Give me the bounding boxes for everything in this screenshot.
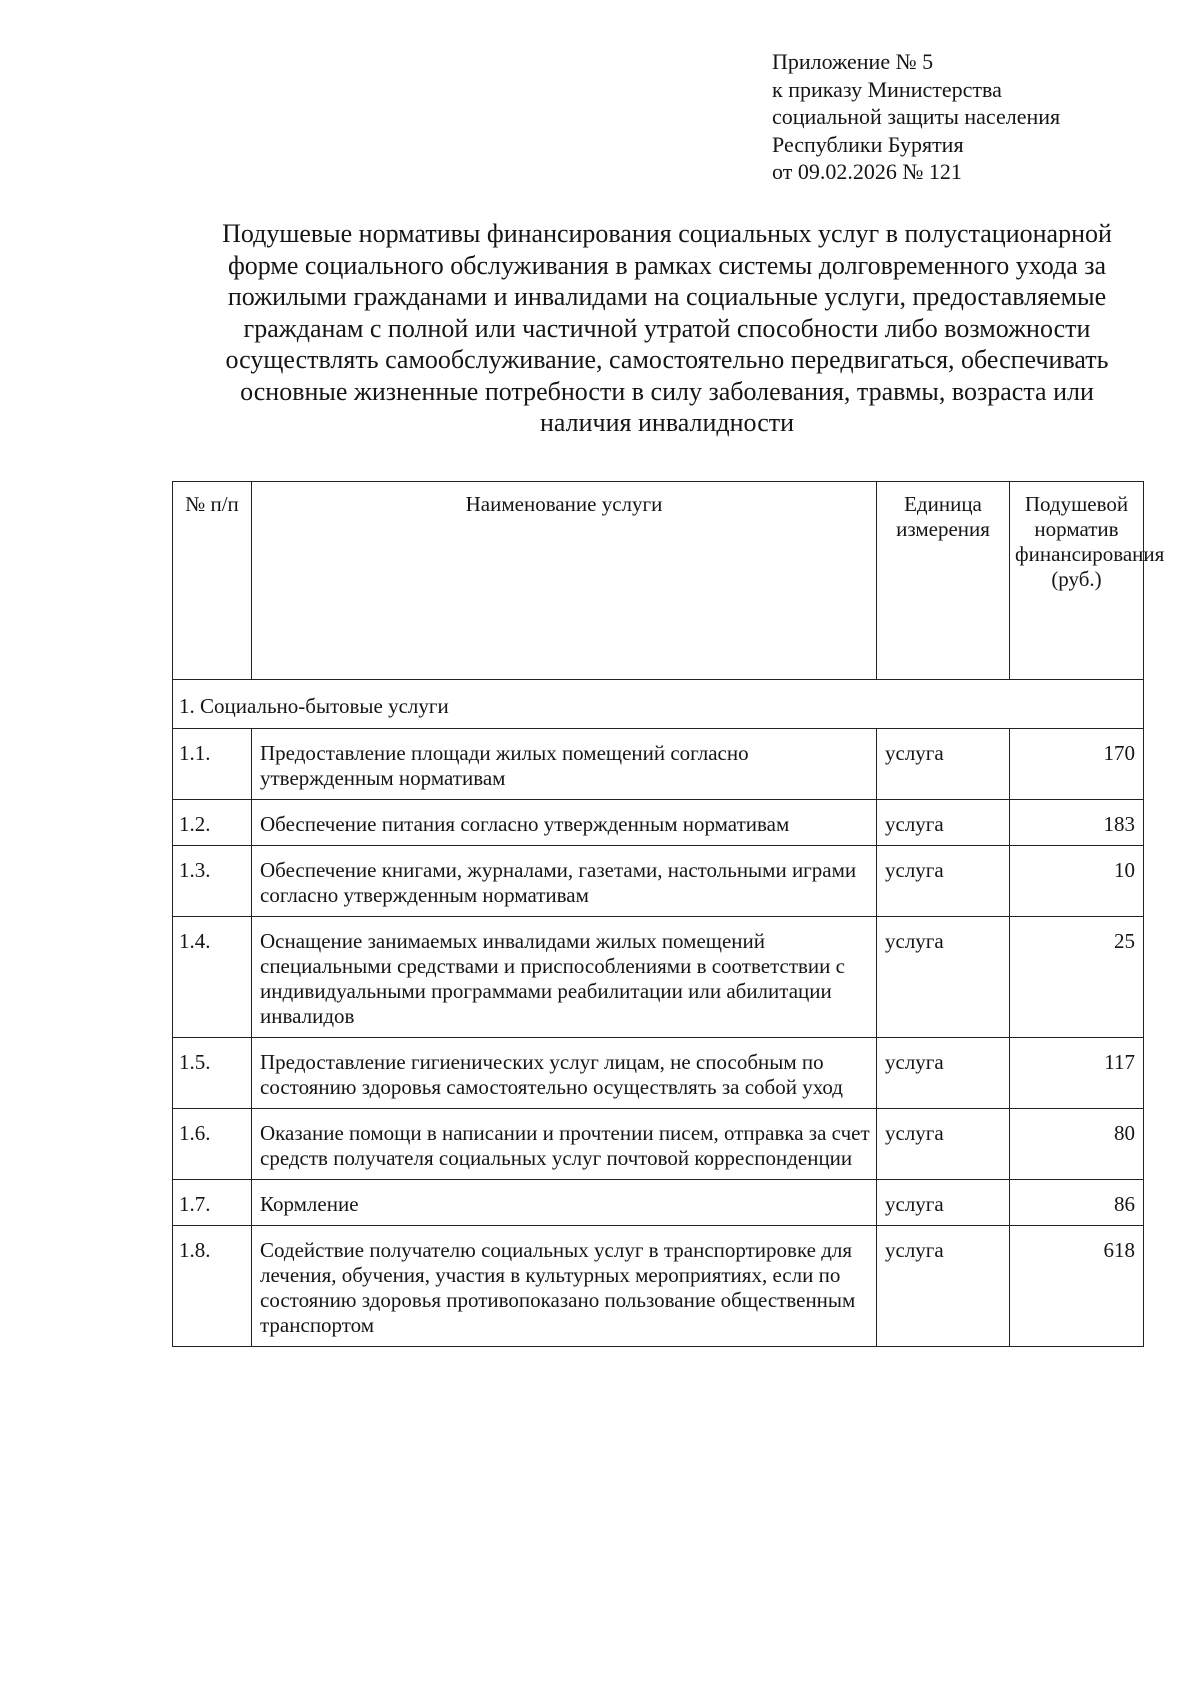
row-unit: услуга — [877, 800, 1010, 846]
document-title — [172, 218, 1162, 439]
appendix-line: к приказу Министерства — [772, 76, 1002, 102]
row-unit: услуга — [877, 1038, 1010, 1109]
table-row — [173, 1038, 1144, 1109]
row-unit: услуга — [877, 1109, 1010, 1180]
row-value: 183 — [1010, 800, 1144, 846]
table-header-row — [173, 482, 1144, 680]
row-value: 10 — [1010, 846, 1144, 917]
appendix-line: социальной защиты населения — [772, 104, 1061, 129]
table-row — [173, 1109, 1144, 1180]
row-name: Предоставление площади жилых помещений согласно утвержденным нормативам — [252, 729, 877, 800]
row-name: Оказание помощи в написании и прочтении писем, отправка за счет средств получателя социальных услуг почтовой корреспонденции — [252, 1109, 877, 1180]
title-line: форме социального обслуживания в рамках системы долговременного ухода за — [227, 250, 1107, 280]
row-unit: услуга — [877, 1180, 1010, 1226]
row-num: 1.7. — [173, 1180, 252, 1226]
header-unit: Единица измерения — [877, 482, 1010, 680]
title-line: осуществлять самообслуживание, самостоятельно передвигаться, обеспечивать — [225, 345, 1109, 374]
title-line: основные жизненные потребности в силу заболевания, травмы, возраста или — [240, 376, 1094, 406]
row-num: 1.4. — [173, 917, 252, 1038]
row-num: 1.2. — [173, 800, 252, 846]
row-num: 1.3. — [173, 846, 252, 917]
title-line: Подушевые нормативы финансирования социальных услуг в полустационарной — [222, 219, 1112, 248]
header-num: № п/п — [173, 482, 252, 680]
row-unit: услуга — [877, 917, 1010, 1038]
table-row — [173, 1180, 1144, 1226]
table-row — [173, 729, 1144, 800]
header-value: Подушевой норматив финансирования (руб.) — [1010, 482, 1144, 680]
row-name: Кормление — [252, 1180, 877, 1226]
appendix-line: Республики Бурятия — [772, 131, 964, 157]
row-value: 117 — [1010, 1038, 1144, 1109]
row-num: 1.1. — [173, 729, 252, 800]
row-num: 1.8. — [173, 1226, 252, 1347]
row-unit: услуга — [877, 846, 1010, 917]
title-line: пожилыми гражданами и инвалидами на социальные услуги, предоставляемые — [227, 282, 1107, 311]
row-num: 1.5. — [173, 1038, 252, 1109]
appendix-line: Приложение № 5 — [772, 49, 934, 74]
section-row — [173, 680, 1144, 729]
row-num: 1.6. — [173, 1109, 252, 1180]
row-name: Обеспечение питания согласно утвержденным нормативам — [252, 800, 877, 846]
header-name: Наименование услуги — [252, 482, 877, 680]
title-line: гражданам с полной или частичной утратой способности либо возможности — [243, 313, 1091, 343]
appendix-line: от 09.02.2026 № 121 — [772, 159, 962, 184]
row-value: 80 — [1010, 1109, 1144, 1180]
row-unit: услуга — [877, 1226, 1010, 1347]
row-name: Предоставление гигиенических услуг лицам, не способным по состоянию здоровья самостоятельно осуществлять за собой уход — [252, 1038, 877, 1109]
row-value: 86 — [1010, 1180, 1144, 1226]
row-unit: услуга — [877, 729, 1010, 800]
row-name: Содействие получателю социальных услуг в транспортировке для лечения, обучения, участия в культурных мероприятиях, если по состоянию здоровья противопоказано пользование общественным транспортом — [252, 1226, 877, 1347]
norms-table — [172, 481, 1165, 1347]
row-value: 170 — [1010, 729, 1144, 800]
title-line: наличия инвалидности — [539, 408, 795, 437]
table-row — [173, 846, 1144, 917]
table-row — [173, 800, 1144, 846]
section-title: 1. Социально-бытовые услуги — [173, 680, 1144, 729]
row-value: 25 — [1010, 917, 1144, 1038]
row-name: Оснащение занимаемых инвалидами жилых помещений специальными средствами и приспособлениями в соответствии с индивидуальными программами реабилитации или абилитации инвалидов — [252, 917, 877, 1038]
appendix-block — [772, 48, 1060, 186]
table-row — [173, 917, 1144, 1038]
table-row — [173, 1226, 1144, 1347]
row-value: 618 — [1010, 1226, 1144, 1347]
row-name: Обеспечение книгами, журналами, газетами, настольными играми согласно утвержденным нормативам — [252, 846, 877, 917]
